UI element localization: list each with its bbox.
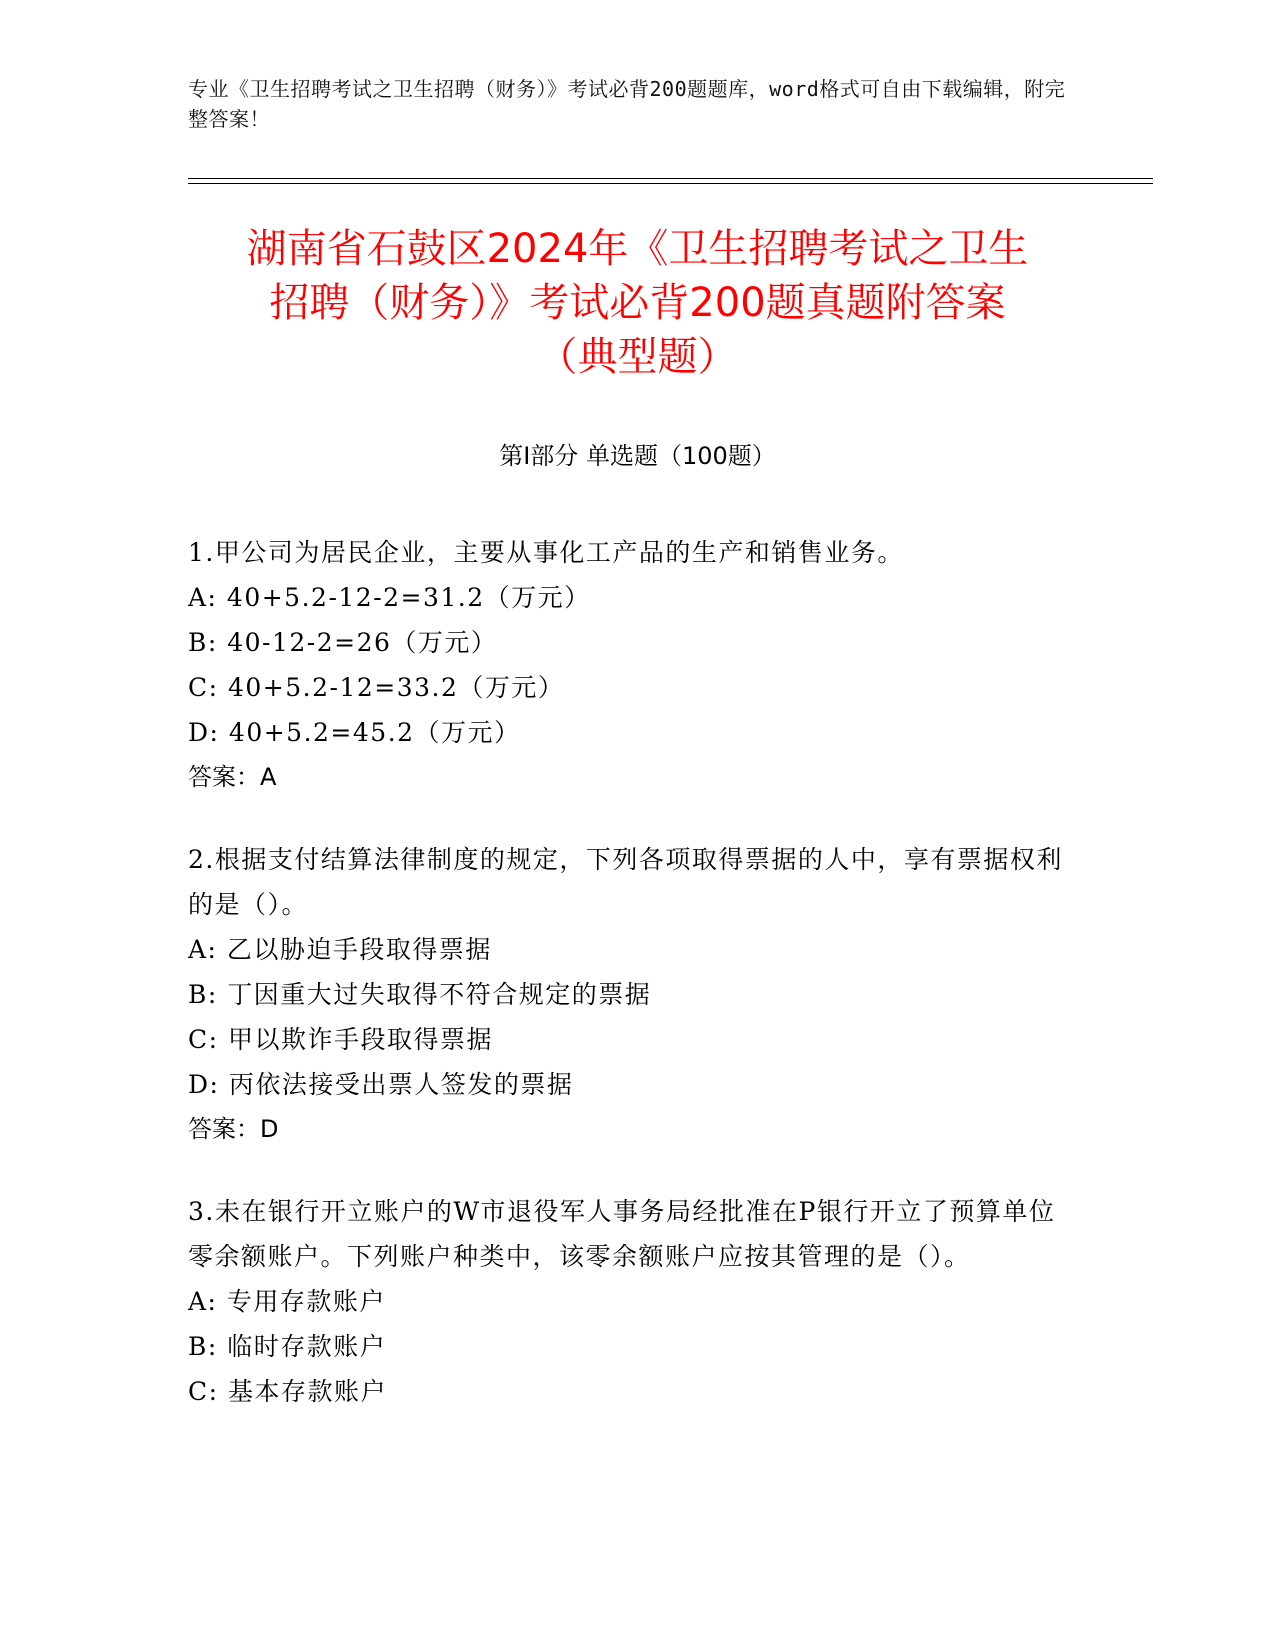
- option-a: A: 40+5.2-12-2=31.2（万元）: [188, 583, 591, 612]
- option-a: A: 专用存款账户: [188, 1287, 386, 1316]
- option-a: A: 乙以胁迫手段取得票据: [188, 935, 492, 964]
- option-b: B: 丁因重大过失取得不符合规定的票据: [188, 980, 652, 1009]
- option-c: C: 甲以欺诈手段取得票据: [188, 1025, 493, 1054]
- option-c: C: 40+5.2-12=33.2（万元）: [188, 673, 565, 702]
- question-list: [188, 530, 1068, 1451]
- question-stem: 2.根据支付结算法律制度的规定，下列各项取得票据的人中，享有票据权利的是（）。: [188, 845, 1063, 919]
- section-title: 第Ⅰ部分 单选题（100题）: [499, 442, 776, 470]
- question-3: [188, 1189, 1068, 1414]
- option-d: D: 40+5.2=45.2（万元）: [188, 718, 521, 747]
- header-divider-top: [188, 178, 1153, 179]
- question-stem: 3.未在银行开立账户的W市退役军人事务局经批准在P银行开立了预算单位零余额账户。下列账户种类中，该零余额账户应按其管理的是（）。: [188, 1197, 1056, 1271]
- question-stem: 1.甲公司为居民企业，主要从事化工产品的生产和销售业务。: [188, 538, 904, 567]
- title-line-2: 招聘（财务）》考试必背200题真题附答案: [269, 280, 1006, 326]
- header-note: 专业《卫生招聘考试之卫生招聘（财务）》考试必背200题题库，word格式可自由下载编辑，附完整答案！: [188, 77, 1066, 131]
- option-b: B: 临时存款账户: [188, 1332, 387, 1361]
- option-d: D: 丙依法接受出票人签发的票据: [188, 1070, 574, 1099]
- answer: 答案：D: [188, 1115, 279, 1143]
- title-line-1: 湖南省石鼓区2024年《卫生招聘考试之卫生: [246, 226, 1029, 272]
- question-1: [188, 530, 1068, 800]
- document-title: [150, 222, 1125, 384]
- question-2: [188, 837, 1068, 1152]
- answer: 答案：A: [188, 763, 277, 791]
- title-line-3: （典型题）: [537, 334, 738, 380]
- header-divider-bottom: [188, 183, 1153, 184]
- option-c: C: 基本存款账户: [188, 1377, 387, 1406]
- option-b: B: 40-12-2=26（万元）: [188, 628, 498, 657]
